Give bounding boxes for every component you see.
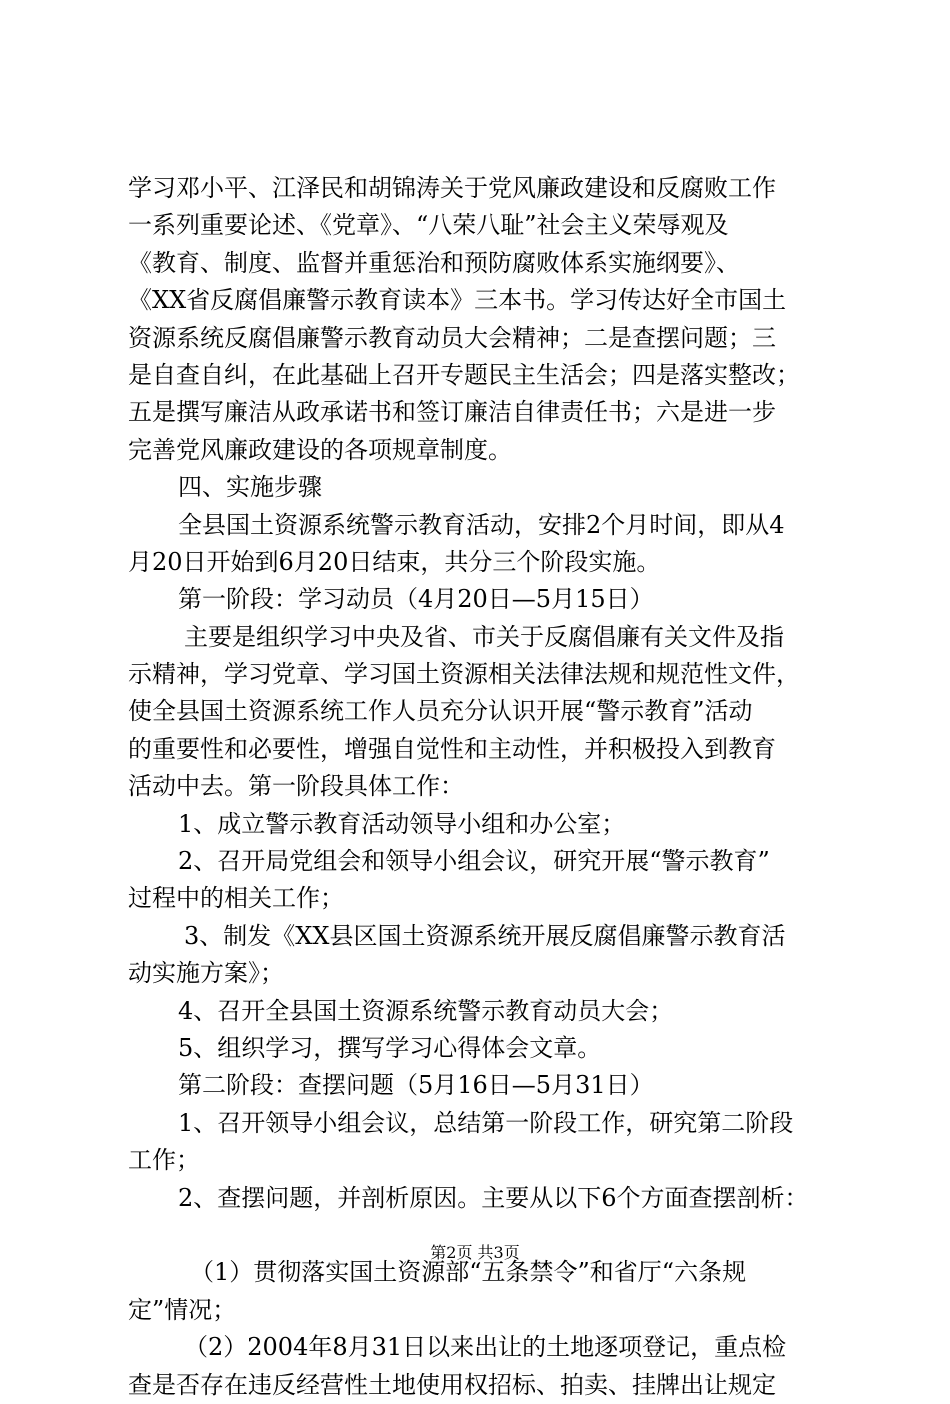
paragraph-line: 学习邓小平、江泽民和胡锦涛关于党风廉政建设和反腐败工作	[128, 174, 776, 202]
list-item: 1、召开领导小组会议，总结第一阶段工作，研究第二阶段	[178, 1108, 794, 1137]
paragraph-line: 示精神，学习党章、学习国土资源相关法律法规和规范性文件，	[128, 660, 800, 689]
paragraph-line: 动实施方案》；	[128, 959, 284, 988]
list-item: 2、查摆问题，并剖析原因。主要从以下6个方面查摆剖析：	[178, 1183, 809, 1212]
paragraph-line: 是自查自纠，在此基础上召开专题民主生活会；四是落实整改；	[128, 360, 800, 389]
paragraph-line: 五是撰写廉洁从政承诺书和签订廉洁自律责任书；六是进一步	[128, 398, 776, 427]
list-item: 4、召开全县国土资源系统警示教育动员大会；	[178, 996, 674, 1025]
paragraph-line: 主要是组织学习中央及省、市关于反腐倡廉有关文件及指	[184, 622, 784, 651]
paragraph-line: 《教育、制度、监督并重惩治和预防腐败体系实施纲要》、	[128, 248, 740, 277]
document-body	[128, 170, 850, 1404]
paragraph-line: 过程中的相关工作；	[128, 884, 344, 913]
section-heading: 四、实施步骤	[178, 473, 322, 502]
paragraph-line: 资源系统反腐倡廉警示教育动员大会精神；二是查摆问题；三	[128, 323, 776, 352]
paragraph-line: 工作；	[128, 1146, 200, 1175]
paragraph-line: 的重要性和必要性，增强自觉性和主动性，并积极投入到教育	[128, 734, 776, 763]
page-number-footer: 第2页 共3页	[430, 1243, 520, 1262]
list-item: 1、成立警示教育活动领导小组和办公室；	[178, 809, 626, 838]
list-item: 2、召开局党组会和领导小组会议，研究开展“警示教育”	[178, 847, 770, 876]
paragraph-line: 《XX省反腐倡廉警示教育读本》三本书。学习传达好全市国土	[128, 286, 787, 315]
list-item: 3、制发《XX县区国土资源系统开展反腐倡廉警示教育活	[184, 921, 786, 950]
list-item: （1）贯彻落实国土资源部“五条禁令”和省厅“六条规	[190, 1258, 747, 1287]
stage-heading: 第一阶段：学习动员（4月20日—5月15日）	[178, 585, 654, 614]
paragraph-line: 活动中去。第一阶段具体工作：	[128, 772, 464, 801]
paragraph-line: 一系列重要论述、《党章》、“八荣八耻”社会主义荣辱观及	[128, 211, 729, 240]
paragraph-line: 查是否存在违反经营性土地使用权招标、拍卖、挂牌出让规定	[128, 1370, 776, 1399]
paragraph-line: 定”情况；	[128, 1295, 237, 1324]
paragraph-line: 完善党风廉政建设的各项规章制度。	[128, 435, 512, 464]
paragraph-line: 全县国土资源系统警示教育活动，安排2个月时间，即从4	[178, 510, 785, 539]
list-item: 5、组织学习，撰写学习心得体会文章。	[178, 1033, 602, 1062]
list-item: （2）2004年8月31日以来出让的土地逐项登记，重点检	[184, 1333, 787, 1362]
paragraph-line: 月20日开始到6月20日结束，共分三个阶段实施。	[128, 547, 661, 576]
stage-heading: 第二阶段：查摆问题（5月16日—5月31日）	[178, 1071, 654, 1100]
paragraph-line: 使全县国土资源系统工作人员充分认识开展“警示教育”活动	[128, 697, 753, 726]
